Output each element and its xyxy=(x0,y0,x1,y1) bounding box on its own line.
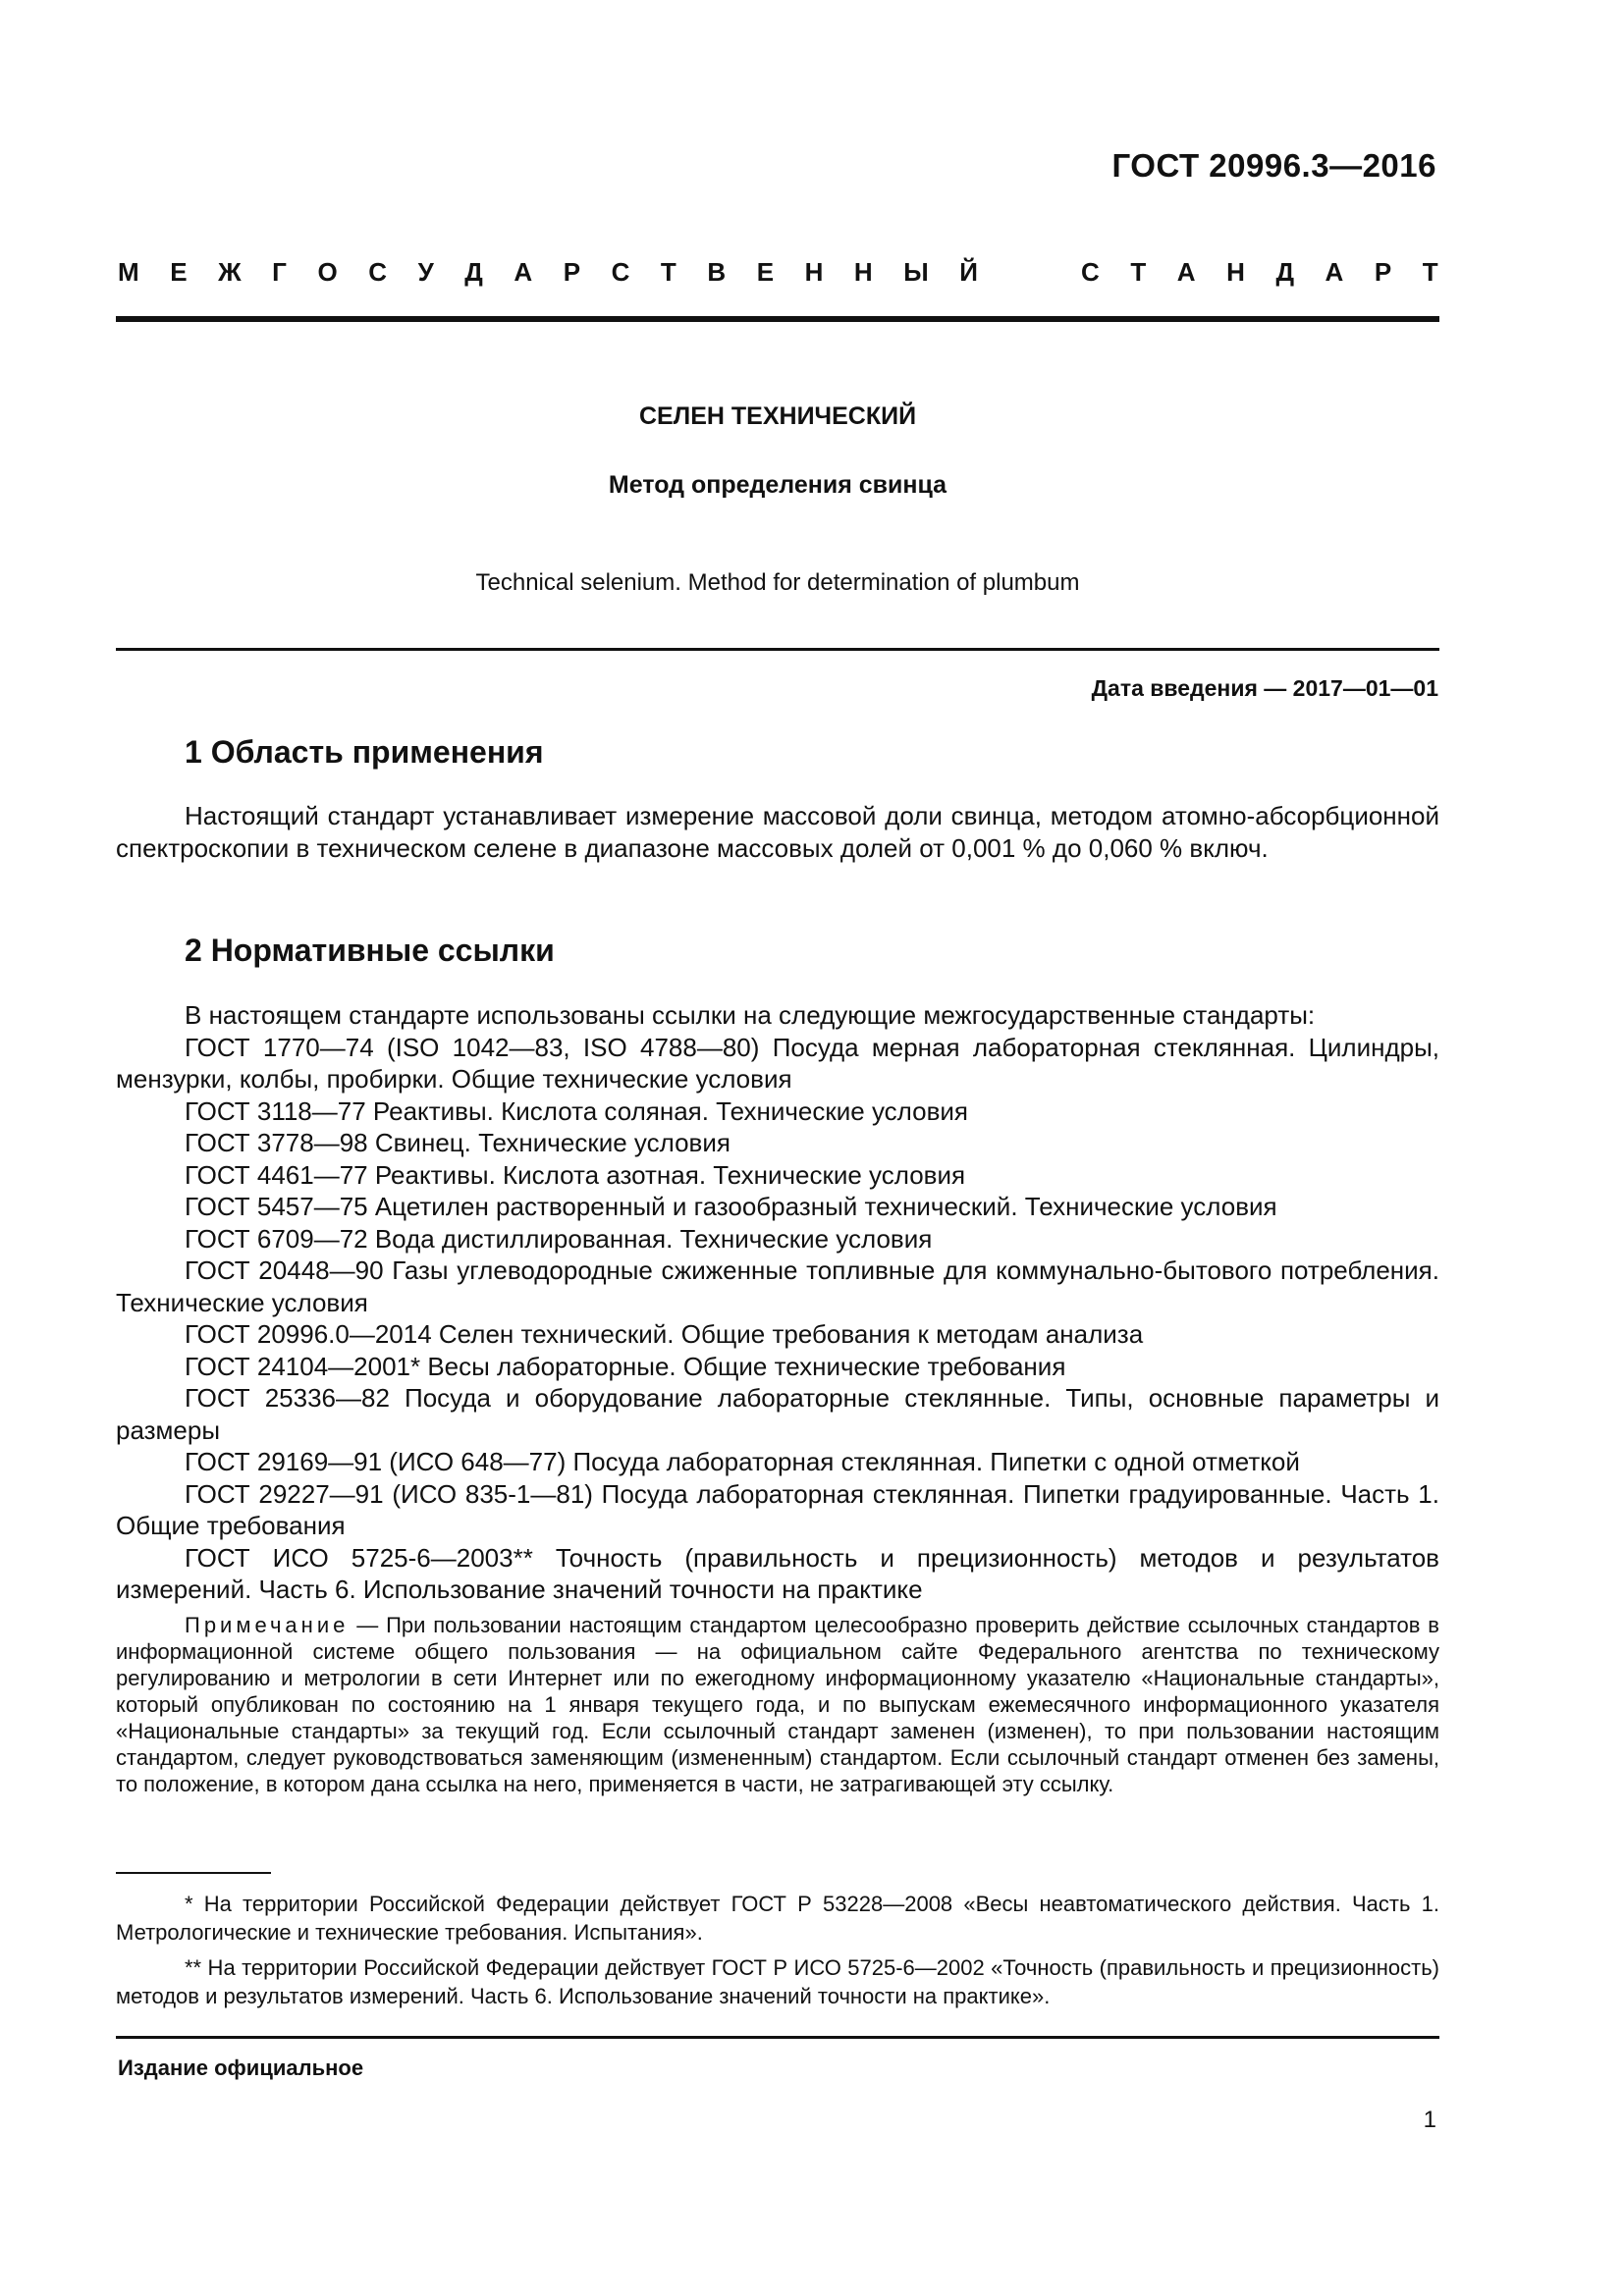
reference-item: ГОСТ 3118—77 Реактивы. Кислота соляная. Технические условия xyxy=(185,1095,969,1126)
note-paragraph xyxy=(116,1612,1439,1797)
banner-letter: У xyxy=(417,257,434,287)
banner-letter: В xyxy=(707,257,727,287)
section-1-paragraph: Настоящий стандарт устанавливает измерение массовой доли свинца, методом атомно-абсорбционной спектроскопии в техническом селене в диапазоне массовых долей от 0,001 % до 0,060 % включ. xyxy=(116,801,1439,863)
reference-item: ГОСТ 1770—74 (ISO 1042—83, ISO 4788—80) Посуда мерная лабораторная стеклянная. Цилиндры, мензурки, колбы, пробирки. Общие технические условия xyxy=(116,1032,1439,1094)
document-title: СЕЛЕН ТЕХНИЧЕСКИЙ xyxy=(638,402,917,430)
gost-number: ГОСТ 20996.3—2016 xyxy=(1111,147,1436,184)
banner-letter: Т xyxy=(1130,257,1147,287)
footer-rule xyxy=(116,2036,1439,2039)
footnote-item: ** На территории Российской Федерации действует ГОСТ Р ИСО 5725-6—2002 «Точность (правильность и прецизионность) методов и результатов измерений. Часть 6. Использование значений точности на практике». xyxy=(116,1955,1439,2008)
banner-letter: Ы xyxy=(903,257,929,287)
note-block xyxy=(116,1612,1439,1797)
banner-letter: Е xyxy=(756,257,775,287)
banner-letter: С xyxy=(368,257,388,287)
banner-letter: А xyxy=(514,257,533,287)
interstate-standard-banner xyxy=(118,257,1438,288)
reference-item: ГОСТ ИСО 5725-6—2003** Точность (правильность и прецизионность) методов и результатов измерений. Часть 6. Использование значений точности на практике xyxy=(116,1542,1439,1604)
section-2-heading: 2 Нормативные ссылки xyxy=(185,933,555,968)
banner-letter: Ж xyxy=(218,257,242,287)
official-edition-label: Издание официальное xyxy=(118,2056,364,2080)
reference-item: ГОСТ 20448—90 Газы углеводородные сжиженные топливные для коммунально-бытового потребления. Технические условия xyxy=(116,1255,1439,1317)
banner-letter: Р xyxy=(1374,257,1392,287)
reference-item: ГОСТ 5457—75 Ацетилен растворенный и газообразный технический. Технические условия xyxy=(185,1192,1277,1221)
section-1-heading: 1 Область применения xyxy=(185,734,544,770)
banner-letter: М xyxy=(118,257,139,287)
reference-item: ГОСТ 29227—91 (ИСО 835-1—81) Посуда лабораторная стеклянная. Пипетки градуированные. Часть 1. Общие требования xyxy=(116,1478,1439,1540)
footnote-rule xyxy=(116,1872,271,1874)
banner-word-gap xyxy=(1008,257,1050,288)
banner-letter: С xyxy=(611,257,630,287)
references-intro: В настоящем стандарте использованы ссылки на следующие межгосударственные стандарты: xyxy=(185,1000,1316,1030)
normative-references xyxy=(116,999,1439,1606)
note-text: — При пользовании настоящим стандартом целесообразно проверить действие ссылочных стандартов в информационной системе общего пользования — на официальном сайте Федерального агентства по техническому регулированию и метрологии в сети Интернет или по ежегодному информационному указателю «Национальные стандарты», который опубликован по состоянию на 1 января текущего года, и по выпускам ежемесячного информационного указателя «Национальные стандарты» за текущий год. Если ссылочный стандарт заменен (изменен), то при пользовании настоящим стандартом, следует руководствоваться заменяющим (измененным) стандартом. Если ссылочный стандарт отменен без замены, то положение, в котором дана ссылка на него, применяется в части, не затрагивающей эту ссылку. xyxy=(116,1613,1439,1796)
footnotes xyxy=(116,1890,1439,2017)
banner-letter: Г xyxy=(272,257,287,287)
section-1-body xyxy=(116,800,1439,864)
banner-letter: Т xyxy=(1422,257,1438,287)
intro-date: Дата введения — 2017—01—01 xyxy=(1091,675,1438,701)
reference-item: ГОСТ 3778—98 Свинец. Технические условия xyxy=(185,1128,730,1157)
banner-letter: Д xyxy=(464,257,483,287)
banner-letter: А xyxy=(1325,257,1344,287)
page-number: 1 xyxy=(1423,2107,1436,2133)
reference-item: ГОСТ 20996.0—2014 Селен технический. Общие требования к методам анализа xyxy=(185,1319,1144,1349)
banner-letter: Н xyxy=(1226,257,1245,287)
banner-letter: Н xyxy=(804,257,824,287)
note-lead: Примечание xyxy=(185,1613,350,1637)
banner-letter: А xyxy=(1176,257,1196,287)
banner-letter: Д xyxy=(1275,257,1294,287)
banner-letter: Е xyxy=(170,257,188,287)
banner-letter: Й xyxy=(959,257,978,287)
banner-letter: Т xyxy=(660,257,676,287)
reference-item: ГОСТ 6709—72 Вода дистиллированная. Технические условия xyxy=(185,1223,933,1254)
banner-letter: О xyxy=(317,257,338,287)
banner-letter: С xyxy=(1081,257,1100,287)
reference-item: ГОСТ 29169—91 (ИСО 648—77) Посуда лабораторная стеклянная. Пипетки с одной отметкой xyxy=(185,1447,1300,1476)
english-title: Technical selenium. Method for determination of plumbum xyxy=(475,569,1080,596)
banner-letter: Н xyxy=(853,257,873,287)
footnote-item: * На территории Российской Федерации действует ГОСТ Р 53228—2008 «Весы неавтоматического действия. Часть 1. Метрологические и технические требования. Испытания». xyxy=(116,1892,1439,1945)
banner-letter: Р xyxy=(563,257,581,287)
title-rule xyxy=(116,648,1439,651)
document-subtitle: Метод определения свинца xyxy=(608,471,947,499)
reference-item: ГОСТ 25336—82 Посуда и оборудование лабораторные стеклянные. Типы, основные параметры и размеры xyxy=(116,1383,1439,1445)
reference-item: ГОСТ 24104—2001* Весы лабораторные. Общие технические требования xyxy=(185,1351,1066,1381)
reference-item: ГОСТ 4461—77 Реактивы. Кислота азотная. Технические условия xyxy=(185,1159,966,1190)
header-rule xyxy=(116,316,1439,322)
